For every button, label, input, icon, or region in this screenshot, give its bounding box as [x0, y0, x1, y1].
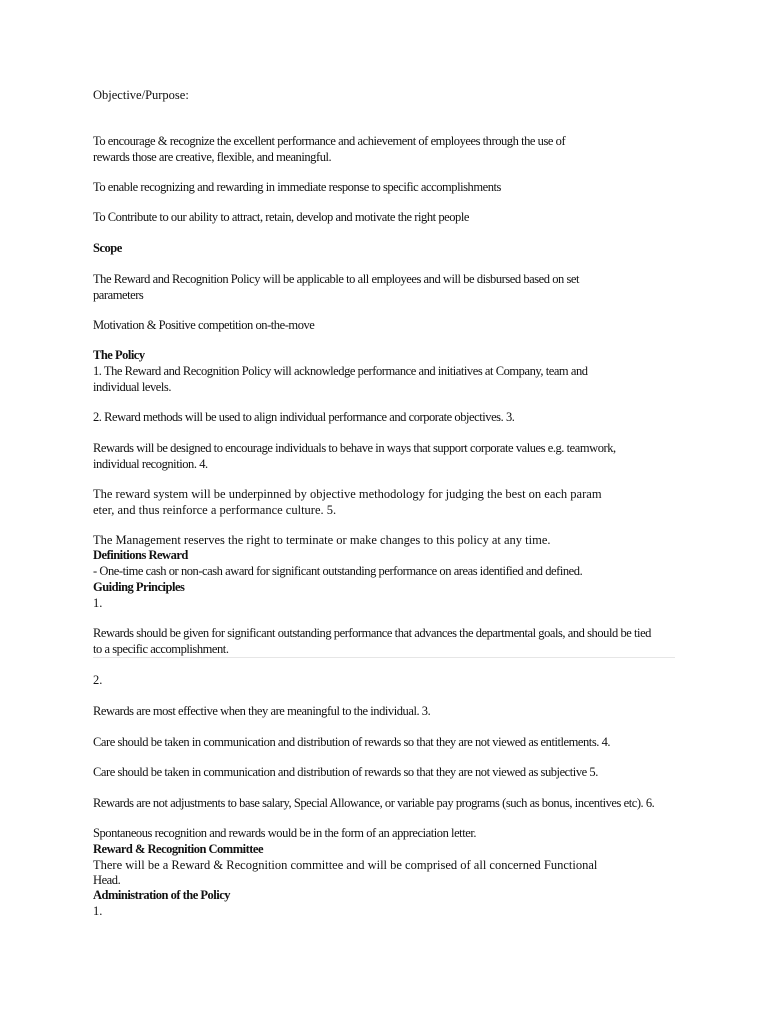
principle-number-1: 1. [93, 596, 103, 610]
policy-item-3: Rewards will be designed to encourage individuals to behave in ways that support corporate values e.g. teamwork, [93, 441, 616, 455]
principle-1: Rewards should be given for significant outstanding performance that advances the departmental goals, and should be tied [93, 626, 651, 640]
objective-line-1-cont: rewards those are creative, flexible, and meaningful. [93, 150, 332, 164]
principle-number-2: 2. [93, 673, 103, 687]
principle-4: Care should be taken in communication and distribution of rewards so that they are not viewed as subjective 5. [93, 765, 598, 779]
policy-item-1: 1. The Reward and Recognition Policy will acknowledge performance and initiatives at Company, team and [93, 364, 588, 378]
policy-item-5: The Management reserves the right to terminate or make changes to this policy at any time. [93, 533, 551, 547]
administration-number-1: 1. [93, 904, 103, 918]
definition-reward: - One-time cash or non-cash award for significant outstanding performance on areas identified and defined. [93, 564, 583, 578]
policy-heading: The Policy [93, 348, 145, 362]
page-divider [93, 657, 675, 658]
objective-line-2: To enable recognizing and rewarding in immediate response to specific accomplishments [93, 180, 501, 194]
definitions-heading: Definitions Reward [93, 548, 188, 562]
policy-item-4: The reward system will be underpinned by objective methodology for judging the best on each param [93, 487, 602, 501]
principle-1-cont: to a specific accomplishment. [93, 642, 229, 656]
guiding-principles-heading: Guiding Principles [93, 580, 185, 594]
committee-line-1-cont: Head. [93, 873, 121, 887]
policy-item-2: 2. Reward methods will be used to align individual performance and corporate objectives. 3. [93, 410, 515, 424]
scope-line-1-cont: parameters [93, 288, 144, 302]
administration-heading: Administration of the Policy [93, 888, 231, 902]
motivation-line: Motivation & Positive competition on-the-move [93, 318, 315, 332]
scope-line-1: The Reward and Recognition Policy will be applicable to all employees and will be disbursed based on set [93, 272, 580, 286]
principle-3: Care should be taken in communication and distribution of rewards so that they are not viewed as entitlements. 4. [93, 735, 611, 749]
principle-2: Rewards are most effective when they are meaningful to the individual. 3. [93, 704, 431, 718]
objective-line-1: To encourage & recognize the excellent performance and achievement of employees through the use of [93, 134, 566, 148]
scope-heading: Scope [93, 241, 122, 255]
principle-6: Spontaneous recognition and rewards would be in the form of an appreciation letter. [93, 826, 477, 840]
policy-item-4-cont: eter, and thus reinforce a performance culture. 5. [93, 503, 337, 517]
committee-heading: Reward & Recognition Committee [93, 842, 264, 856]
objective-heading: Objective/Purpose: [93, 88, 189, 102]
policy-item-1-cont: individual levels. [93, 380, 171, 394]
committee-line-1: There will be a Reward & Recognition committee and will be comprised of all concerned Functional [93, 858, 598, 872]
policy-item-3-cont: individual recognition. 4. [93, 457, 208, 471]
principle-5: Rewards are not adjustments to base salary, Special Allowance, or variable pay programs (such as bonus, incentives etc). 6. [93, 796, 655, 810]
objective-line-3: To Contribute to our ability to attract, retain, develop and motivate the right people [93, 210, 469, 224]
